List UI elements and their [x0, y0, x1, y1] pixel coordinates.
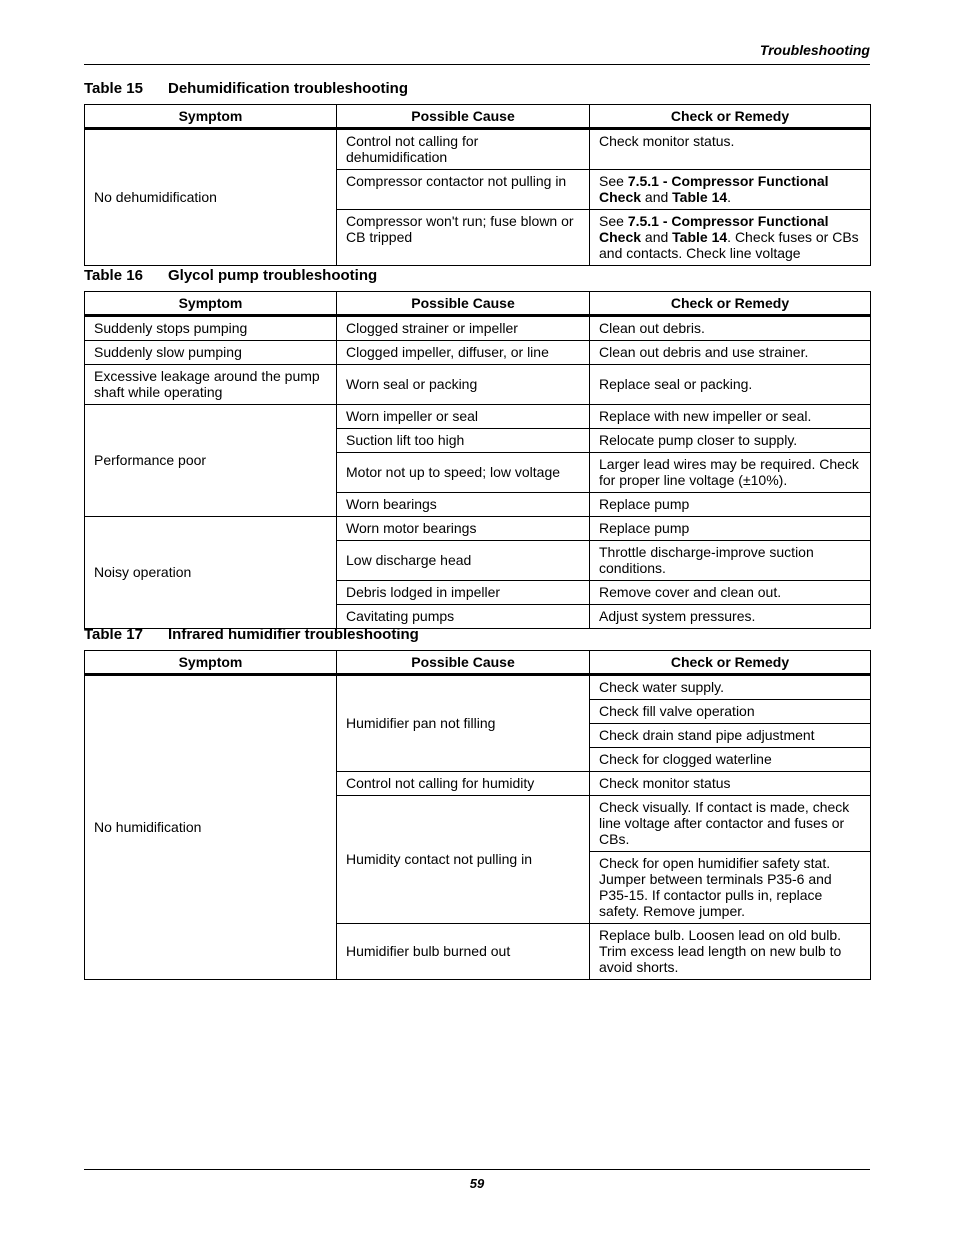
table-row — [85, 316, 871, 341]
table15-number: Table 15 — [84, 80, 143, 97]
table15-title: Dehumidification troubleshooting — [168, 80, 408, 97]
table16-remedy: Remove cover and clean out. — [590, 581, 871, 605]
section-reference: 7.5.1 - Compressor Functional Check — [599, 213, 829, 245]
table17-remedy: Check water supply. — [590, 675, 871, 700]
remedy-text: See — [599, 173, 628, 189]
table16-symptom-noisy: Noisy operation — [85, 517, 337, 629]
table16-symptom: Suddenly stops pumping — [85, 316, 337, 341]
table17-remedy: Check monitor status — [590, 772, 871, 796]
table16-cause: Clogged impeller, diffuser, or line — [337, 341, 590, 365]
table15 — [84, 104, 871, 266]
page-number: 59 — [469, 1176, 485, 1191]
table15-header-cause: Possible Cause — [337, 105, 590, 129]
table16-remedy: Throttle discharge-improve suction conditions. — [590, 541, 871, 581]
table17-symptom: No humidification — [85, 675, 337, 980]
table-row — [85, 365, 871, 405]
table-row — [85, 341, 871, 365]
table15-cause-3: Compressor won't run; fuse blown or CB tripped — [337, 210, 590, 266]
table16-remedy: Clean out debris and use strainer. — [590, 341, 871, 365]
table16-symptom: Excessive leakage around the pump shaft while operating — [85, 365, 337, 405]
table-row — [85, 517, 871, 541]
table16-caption — [84, 267, 377, 284]
table16-cause: Worn bearings — [337, 493, 590, 517]
table15-cause-1: Control not calling for dehumidification — [337, 129, 590, 170]
remedy-text: . — [727, 189, 732, 205]
table17-remedy: Check visually. If contact is made, check line voltage after contactor and fuses or CBs. — [590, 796, 871, 852]
table-row — [85, 129, 871, 170]
table16-remedy: Relocate pump closer to supply. — [590, 429, 871, 453]
table15-remedy-2 — [590, 170, 871, 210]
table15-remedy-1: Check monitor status. — [590, 129, 871, 170]
footer-rule — [84, 1169, 870, 1170]
table15-caption — [84, 80, 408, 97]
table16-remedy: Clean out debris. — [590, 316, 871, 341]
table17-caption — [84, 626, 419, 643]
table17 — [84, 650, 871, 980]
table17-header-cause: Possible Cause — [337, 651, 590, 675]
table16-header-remedy: Check or Remedy — [590, 292, 871, 316]
table16-header-symptom: Symptom — [85, 292, 337, 316]
remedy-text: See — [599, 213, 628, 229]
table16-symptom: Suddenly slow pumping — [85, 341, 337, 365]
table15-remedy-3 — [590, 210, 871, 266]
table16-remedy: Replace pump — [590, 517, 871, 541]
section-reference: 7.5.1 - Compressor Functional Check — [599, 173, 829, 205]
table16-cause: Motor not up to speed; low voltage — [337, 453, 590, 493]
table17-remedy: Check drain stand pipe adjustment — [590, 724, 871, 748]
table15-header-remedy: Check or Remedy — [590, 105, 871, 129]
table17-number: Table 17 — [84, 626, 143, 643]
table15-cause-2: Compressor contactor not pulling in — [337, 170, 590, 210]
remedy-text: and — [641, 229, 673, 245]
table16-number: Table 16 — [84, 267, 143, 284]
table16-cause: Suction lift too high — [337, 429, 590, 453]
table17-remedy: Replace bulb. Loosen lead on old bulb. Trim excess lead length on new bulb to avoid shorts. — [590, 924, 871, 980]
header-rule — [84, 64, 870, 65]
table16-title: Glycol pump troubleshooting — [168, 267, 378, 284]
table16 — [84, 291, 871, 629]
table-row — [85, 675, 871, 700]
table17-cause-control: Control not calling for humidity — [337, 772, 590, 796]
table16-cause: Low discharge head — [337, 541, 590, 581]
remedy-text: and — [641, 189, 673, 205]
table16-cause: Worn motor bearings — [337, 517, 590, 541]
table-reference: Table 14 — [672, 229, 728, 245]
table16-cause: Worn seal or packing — [337, 365, 590, 405]
running-header: Troubleshooting — [759, 42, 870, 58]
table16-remedy: Larger lead wires may be required. Check for proper line voltage (±10%). — [590, 453, 871, 493]
table15-header-symptom: Symptom — [85, 105, 337, 129]
remedy-text: . Check fuses or CBs and contacts. Check line voltage — [599, 229, 859, 261]
table-row — [85, 405, 871, 429]
table17-remedy: Check for open humidifier safety stat. Jumper between terminals P35-6 and P35-15. If contactor pulls in, replace safety. Remove jumper. — [590, 852, 871, 924]
table17-remedy: Check for clogged waterline — [590, 748, 871, 772]
table17-header-remedy: Check or Remedy — [590, 651, 871, 675]
table16-cause: Debris lodged in impeller — [337, 581, 590, 605]
table17-remedy: Check fill valve operation — [590, 700, 871, 724]
table17-cause-bulb: Humidifier bulb burned out — [337, 924, 590, 980]
table16-cause: Worn impeller or seal — [337, 405, 590, 429]
table16-remedy: Replace seal or packing. — [590, 365, 871, 405]
table-reference: Table 14 — [672, 189, 728, 205]
table16-symptom-performance: Performance poor — [85, 405, 337, 517]
table17-title: Infrared humidifier troubleshooting — [168, 626, 419, 643]
table16-remedy: Replace with new impeller or seal. — [590, 405, 871, 429]
table17-cause-contact: Humidity contact not pulling in — [337, 796, 590, 924]
table17-header-symptom: Symptom — [85, 651, 337, 675]
table15-symptom: No dehumidification — [85, 129, 337, 266]
table16-cause: Clogged strainer or impeller — [337, 316, 590, 341]
table16-remedy: Adjust system pressures. — [590, 605, 871, 629]
table16-header-cause: Possible Cause — [337, 292, 590, 316]
table17-cause-pan: Humidifier pan not filling — [337, 675, 590, 772]
table16-cause: Cavitating pumps — [337, 605, 590, 629]
table16-remedy: Replace pump — [590, 493, 871, 517]
